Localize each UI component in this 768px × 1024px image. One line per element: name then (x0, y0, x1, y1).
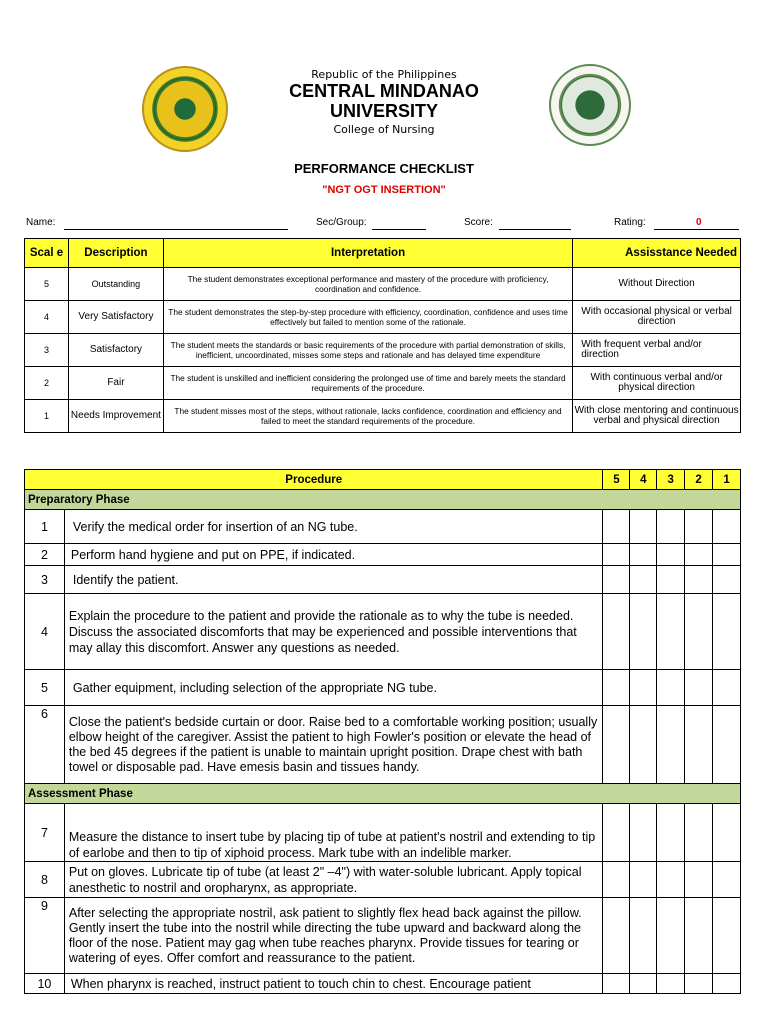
rating-checkbox-3[interactable] (657, 544, 685, 566)
rating-checkbox-5[interactable] (603, 510, 630, 544)
rating-checkbox-1[interactable] (713, 974, 741, 994)
scale-interpretation: The student demonstrates the step-by-step procedure with efficiency, coordination, confidence and uses time effectively but failed to mention some of the rationale. (163, 301, 572, 334)
step-text: Put on gloves. Lubricate tip of tube (at least 2" –4") with water-soluble lubricant. Apply topical anesthetic to nostril and oropharynx, as appropriate. (64, 862, 603, 898)
step-number: 1 (25, 510, 65, 544)
table-row (25, 400, 741, 433)
scale-interpretation: The student meets the standards or basic requirements of the procedure with partial demonstration of skills, inefficient, uncoordinated, misses some steps and rationale and has delayed time expenditure (163, 334, 572, 367)
table-row (25, 334, 741, 367)
table-row (25, 974, 741, 994)
rating-checkbox-2[interactable] (685, 670, 713, 706)
rating-value: 0 (696, 217, 702, 228)
rating-checkbox-5[interactable] (603, 862, 630, 898)
college-name: College of Nursing (333, 123, 435, 136)
rating-col-5: 5 (603, 470, 630, 490)
rating-checkbox-2[interactable] (685, 594, 713, 670)
rating-checkbox-4[interactable] (630, 898, 657, 974)
scale-value: 2 (25, 367, 69, 400)
rating-checkbox-2[interactable] (685, 566, 713, 594)
step-number: 5 (25, 670, 65, 706)
scale-table-header (25, 239, 741, 268)
rating-checkbox-2[interactable] (685, 544, 713, 566)
rating-checkbox-5[interactable] (603, 974, 630, 994)
rating-checkbox-2[interactable] (685, 510, 713, 544)
rating-checkbox-1[interactable] (713, 510, 741, 544)
phase-header-preparatory (25, 490, 741, 510)
rating-checkbox-1[interactable] (713, 566, 741, 594)
rating-checkbox-1[interactable] (713, 898, 741, 974)
table-row (25, 268, 741, 301)
rating-checkbox-3[interactable] (657, 862, 685, 898)
step-text: Measure the distance to insert tube by placing tip of tube at patient's nostril and extending to tip of earlobe and then to tip of xiphoid process. Mark tube with an indelible marker. (64, 804, 603, 862)
procedure-checklist-table (24, 469, 741, 994)
page-subtitle: "NGT OGT INSERTION" (322, 184, 446, 196)
score-field[interactable] (499, 217, 571, 230)
rating-checkbox-4[interactable] (630, 706, 657, 784)
step-text: When pharynx is reached, instruct patient to touch chin to chest. Encourage patient (64, 974, 603, 994)
step-text: Gather equipment, including selection of the appropriate NG tube. (64, 670, 603, 706)
rating-col-1: 1 (713, 470, 741, 490)
scale-interpretation: The student misses most of the steps, without rationale, lacks confidence, coordination and efficiency and failed to meet the standard requirements of the procedure. (163, 400, 572, 433)
rating-scale-table (24, 238, 741, 433)
rating-checkbox-5[interactable] (603, 544, 630, 566)
table-row (25, 898, 741, 974)
procedure-table-header (25, 470, 741, 490)
procedure-col-header: Procedure (25, 470, 603, 490)
university-name-line2: UNIVERSITY (329, 101, 439, 121)
rating-checkbox-5[interactable] (603, 706, 630, 784)
republic-text: Republic of the Philippines (311, 68, 457, 81)
rating-checkbox-3[interactable] (657, 566, 685, 594)
rating-checkbox-2[interactable] (685, 706, 713, 784)
scale-description: Needs Improvement (68, 400, 163, 433)
rating-checkbox-4[interactable] (630, 544, 657, 566)
rating-checkbox-1[interactable] (713, 670, 741, 706)
rating-checkbox-1[interactable] (713, 594, 741, 670)
step-text: After selecting the appropriate nostril, ask patient to slightly flex head back against the pillow. Gently insert the tube into the nostril while directing the tube upward and backward along the floor of the nose. Patient may gag when tube reaches pharynx. Provide tissues for tearing or watering of eyes. Offer comfort and reassurance to the patient. (64, 898, 603, 974)
rating-checkbox-1[interactable] (713, 544, 741, 566)
step-number: 10 (25, 974, 65, 994)
rating-checkbox-5[interactable] (603, 670, 630, 706)
scale-assistance: With occasional physical or verbal direction (573, 301, 741, 334)
phase-header-assessment (25, 784, 741, 804)
rating-col-2: 2 (685, 470, 713, 490)
table-row (25, 670, 741, 706)
rating-checkbox-2[interactable] (685, 898, 713, 974)
rating-checkbox-5[interactable] (603, 594, 630, 670)
step-text: Verify the medical order for insertion of an NG tube. (64, 510, 603, 544)
assistance-col-header: Assisstance Needed (573, 239, 741, 268)
rating-checkbox-3[interactable] (657, 594, 685, 670)
step-text: Identify the patient. (64, 566, 603, 594)
student-info-row (26, 217, 741, 233)
rating-checkbox-4[interactable] (630, 670, 657, 706)
rating-checkbox-3[interactable] (657, 804, 685, 862)
rating-col-4: 4 (630, 470, 657, 490)
rating-label: Rating: (614, 217, 646, 228)
rating-checkbox-1[interactable] (713, 862, 741, 898)
scale-value: 4 (25, 301, 69, 334)
table-row (25, 566, 741, 594)
score-label: Score: (464, 217, 493, 228)
table-row (25, 544, 741, 566)
table-row (25, 301, 741, 334)
rating-checkbox-4[interactable] (630, 510, 657, 544)
scale-value: 5 (25, 268, 69, 301)
step-number: 2 (25, 544, 65, 566)
scale-interpretation: The student demonstrates exceptional performance and mastery of the procedure with proficiency, coordination and confidence. (163, 268, 572, 301)
name-label: Name: (26, 217, 56, 228)
sec-group-field[interactable] (372, 217, 426, 230)
step-number: 8 (25, 862, 65, 898)
table-row (25, 862, 741, 898)
scale-assistance: Without Direction (573, 268, 741, 301)
scale-assistance: With continuous verbal and/or physical direction (573, 367, 741, 400)
table-row (25, 367, 741, 400)
rating-checkbox-3[interactable] (657, 898, 685, 974)
rating-checkbox-1[interactable] (713, 706, 741, 784)
interpretation-col-header: Interpretation (163, 239, 572, 268)
description-col-header: Description (68, 239, 163, 268)
rating-checkbox-3[interactable] (657, 510, 685, 544)
scale-assistance: With frequent verbal and/or direction (573, 334, 741, 367)
rating-checkbox-2[interactable] (685, 974, 713, 994)
phase-title: Assessment Phase (25, 784, 741, 804)
scale-description: Outstanding (68, 268, 163, 301)
scale-description: Fair (68, 367, 163, 400)
rating-checkbox-5[interactable] (603, 804, 630, 862)
rating-checkbox-1[interactable] (713, 804, 741, 862)
table-row (25, 510, 741, 544)
scale-description: Very Satisfactory (68, 301, 163, 334)
step-number: 3 (25, 566, 65, 594)
table-row (25, 804, 741, 862)
rating-checkbox-5[interactable] (603, 566, 630, 594)
step-number: 7 (25, 804, 65, 862)
rating-checkbox-2[interactable] (685, 804, 713, 862)
rating-checkbox-4[interactable] (630, 566, 657, 594)
scale-interpretation: The student is unskilled and inefficient considering the prolonged use of time and barely meets the standard requirements of the procedure. (163, 367, 572, 400)
step-text: Perform hand hygiene and put on PPE, if indicated. (64, 544, 603, 566)
table-row (25, 706, 741, 784)
rating-checkbox-4[interactable] (630, 594, 657, 670)
page-title: PERFORMANCE CHECKLIST (294, 161, 474, 176)
scale-assistance: With close mentoring and continuous verbal and physical direction (573, 400, 741, 433)
rating-checkbox-3[interactable] (657, 670, 685, 706)
scale-col-header: Scal e (25, 239, 69, 268)
scale-value: 3 (25, 334, 69, 367)
university-name-line1: CENTRAL MINDANAO (289, 81, 479, 101)
step-number: 9 (25, 898, 65, 974)
scale-description: Satisfactory (68, 334, 163, 367)
phase-title: Preparatory Phase (25, 490, 741, 510)
name-field[interactable] (64, 217, 288, 230)
rating-checkbox-4[interactable] (630, 862, 657, 898)
rating-checkbox-3[interactable] (657, 706, 685, 784)
rating-checkbox-2[interactable] (685, 862, 713, 898)
step-text: Explain the procedure to the patient and provide the rationale as to why the tube is needed. Discuss the associated discomforts that may be experienced and possible interventions that may allay this discomfort. Answer any questions as needed. (64, 594, 603, 670)
step-number: 6 (25, 706, 65, 784)
sec-group-label: Sec/Group: (316, 217, 367, 228)
step-text: Close the patient's bedside curtain or door. Raise bed to a comfortable working position; usually elbow height of the caregiver. Assist the patient to high Fowler's position or elevate the head of the bed 45 degrees if the patient is unable to maintain upright position. Drape chest with bath towel or disposable pad. Have emesis basin and tissues handy. (64, 706, 603, 784)
step-number: 4 (25, 594, 65, 670)
university-title-block (0, 68, 768, 137)
rating-checkbox-5[interactable] (603, 898, 630, 974)
rating-checkbox-4[interactable] (630, 974, 657, 994)
table-row (25, 594, 741, 670)
rating-checkbox-4[interactable] (630, 804, 657, 862)
rating-col-3: 3 (657, 470, 685, 490)
rating-checkbox-3[interactable] (657, 974, 685, 994)
scale-value: 1 (25, 400, 69, 433)
